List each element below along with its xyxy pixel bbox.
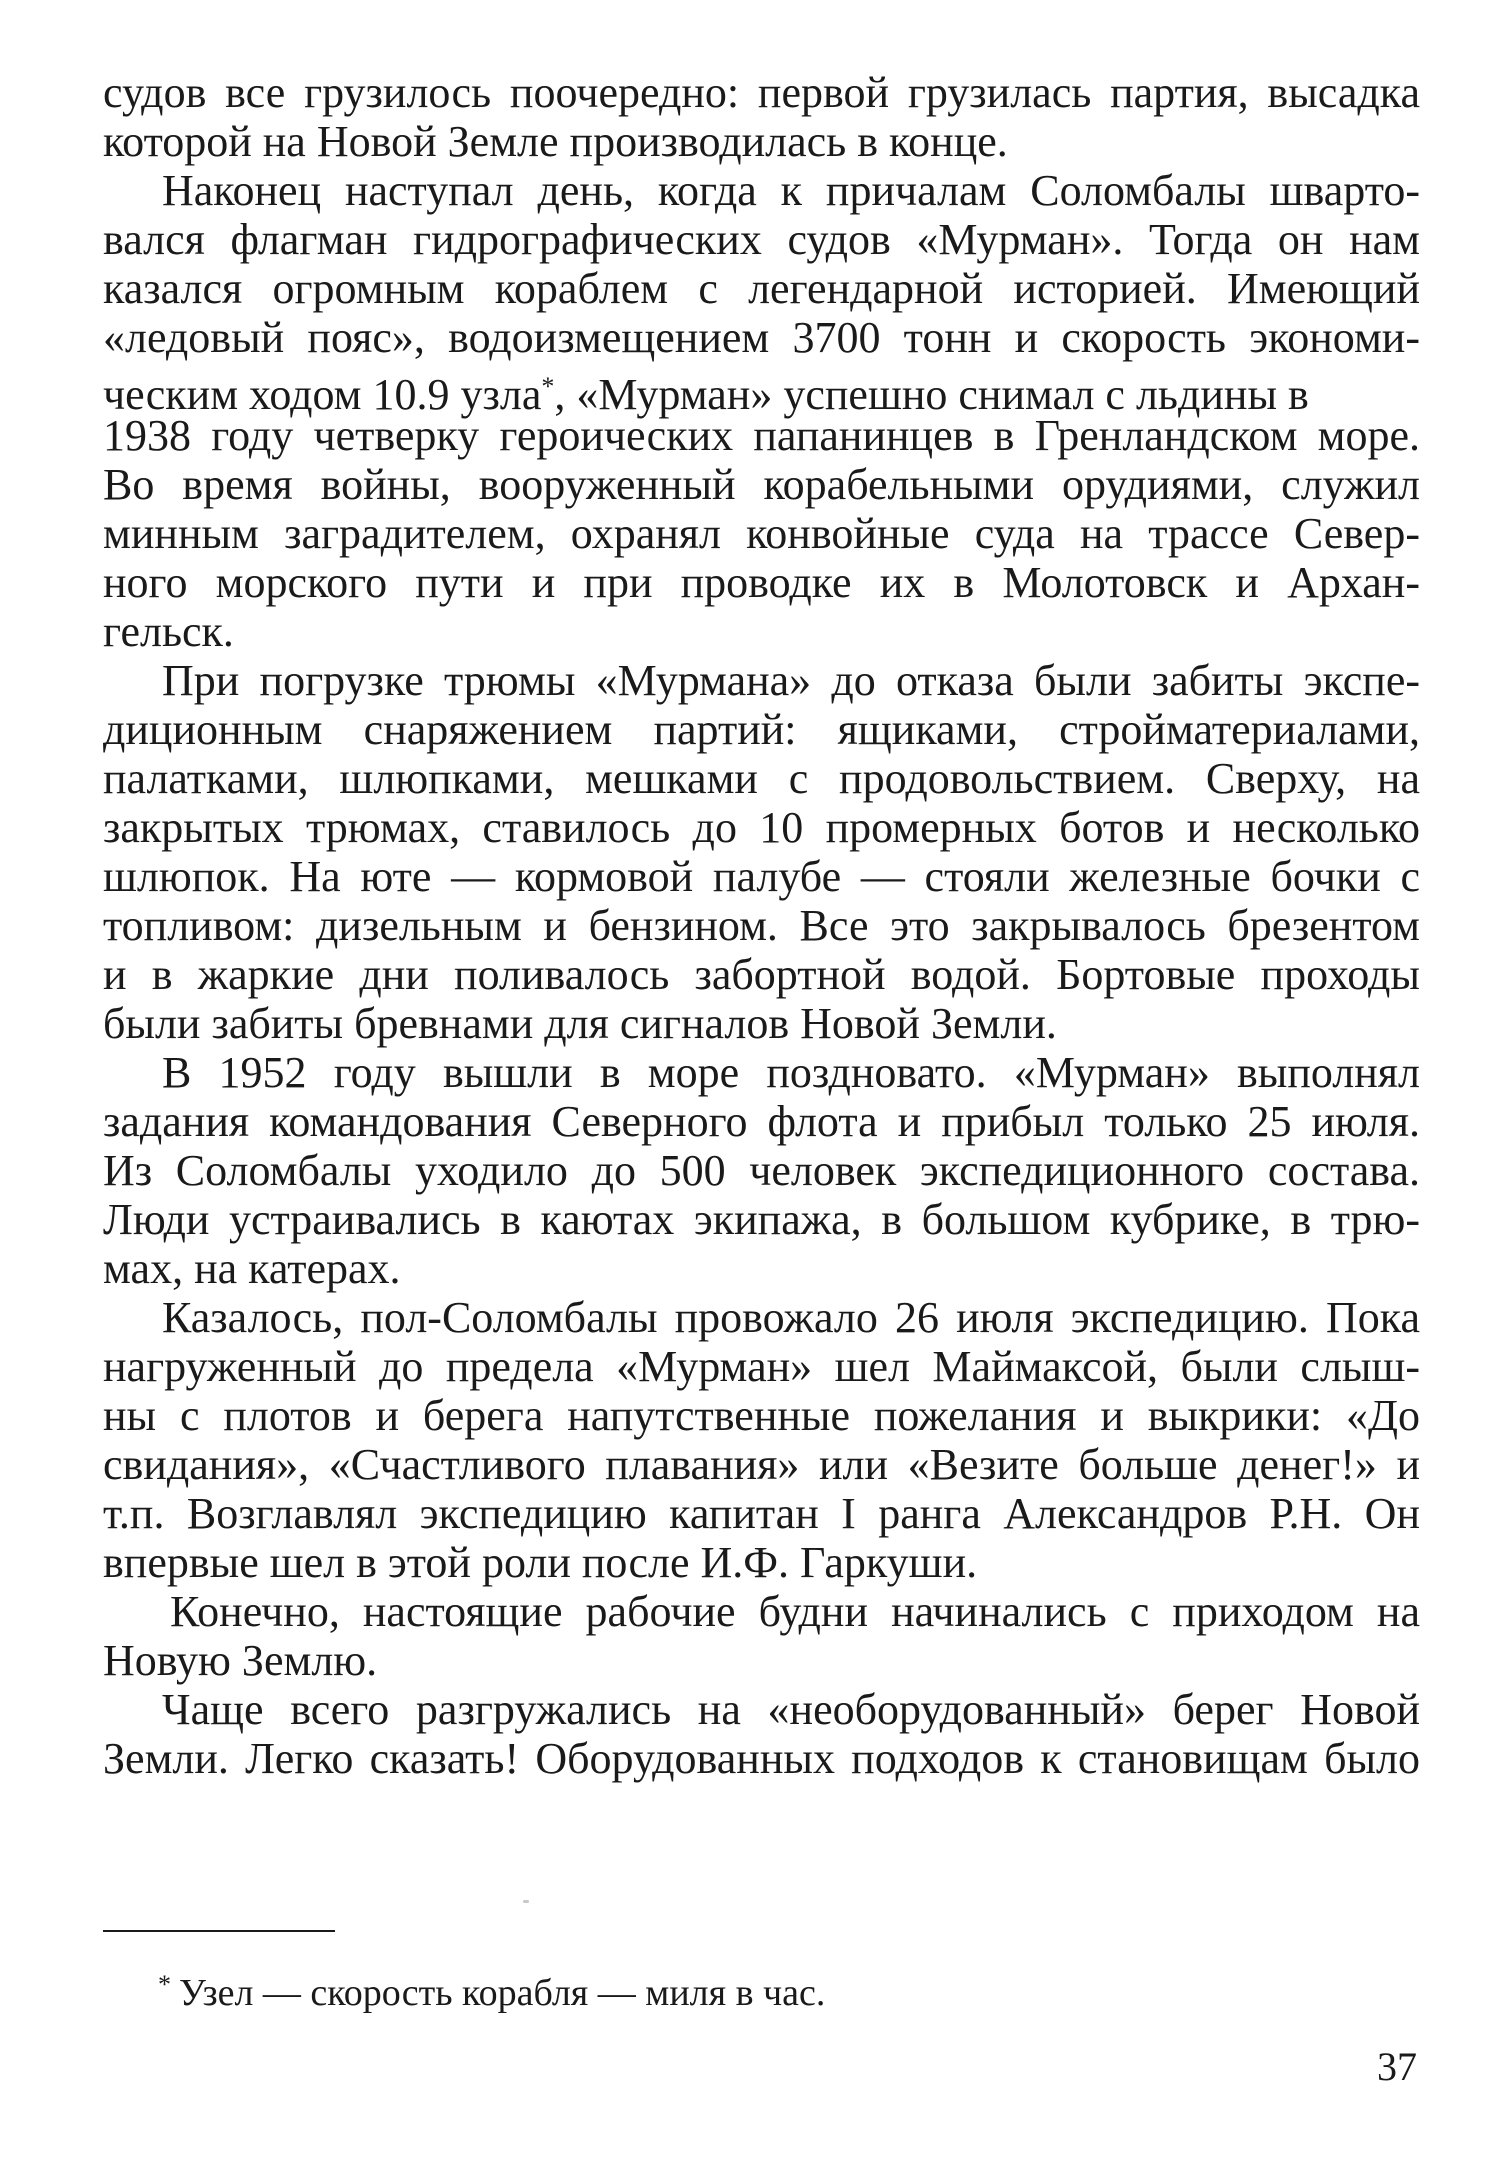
text-line: нагруженный до предела «Мурман» шел Маймаксой, были слыш- (103, 1342, 1420, 1391)
footnote (158, 1962, 825, 2016)
text-line: 1938 году четверку героических папанинцев в Гренландском море. (103, 411, 1420, 460)
scan-speck (523, 1900, 529, 1903)
text-line: «ледовый пояс», водоизмещением 3700 тонн и скорость экономи- (103, 313, 1420, 362)
text-fragment: ческим ходом 10.9 узла (103, 370, 542, 419)
text-line: которой на Новой Земле производилась в конце. (103, 117, 1008, 166)
text-line: Конечно, настоящие рабочие будни начинались с приходом на (170, 1587, 1420, 1636)
text-line: Люди устраивались в каютах экипажа, в большом кубрике, в трю- (103, 1195, 1420, 1244)
text-line: Казалось, пол-Соломбалы провожало 26 июля экспедицию. Пока (162, 1293, 1420, 1342)
footnote-reference: * (541, 372, 555, 401)
page-number: 37 (1377, 2044, 1417, 2089)
text-line: т.п. Возглавлял экспедицию капитан I ранга Александров Р.Н. Он (103, 1489, 1420, 1538)
text-line: Во время войны, вооруженный корабельными орудиями, служил (103, 460, 1420, 509)
text-line: были забиты бревнами для сигналов Новой Земли. (103, 999, 1057, 1048)
text-line: Наконец наступал день, когда к причалам Соломбалы шварто- (162, 166, 1420, 215)
text-line: закрытых трюмах, ставилось до 10 промерных ботов и несколько (103, 803, 1420, 852)
text-line: Земли. Легко сказать! Оборудованных подходов к становищам было (103, 1734, 1420, 1783)
text-line: Чаще всего разгружались на «необорудованный» берег Новой (162, 1685, 1420, 1734)
text-line: топливом: дизельным и бензином. Все это закрывалось брезентом (103, 901, 1420, 950)
text-line: палатками, шлюпками, мешками с продовольствием. Сверху, на (103, 754, 1420, 803)
text-line: задания командования Северного флота и прибыл только 25 июля. (103, 1097, 1420, 1146)
text-line: При погрузке трюмы «Мурмана» до отказа были забиты экспе- (162, 656, 1420, 705)
text-line: судов все грузилось поочередно: первой грузилась партия, высадка (103, 68, 1420, 117)
footnote-text: Узел — скорость корабля — миля в час. (179, 1972, 826, 2014)
text-line: казался огромным кораблем с легендарной историей. Имеющий (103, 264, 1420, 313)
text-line: диционным снаряжением партий: ящиками, стройматериалами, (103, 705, 1420, 754)
footnote-separator (103, 1930, 335, 1932)
text-line: Из Соломбалы уходило до 500 человек экспедиционного состава. (103, 1146, 1420, 1195)
text-line: свидания», «Счастливого плавания» или «Везите больше денег!» и (103, 1440, 1420, 1489)
text-line: и в жаркие дни поливалось забортной водой. Бортовые проходы (103, 950, 1420, 999)
text-line: ны с плотов и берега напутственные пожелания и выкрики: «До (103, 1391, 1420, 1440)
text-line: вался флагман гидрографических судов «Мурман». Тогда он нам (103, 215, 1420, 264)
text-line: ного морского пути и при проводке их в Молотовск и Архан- (103, 558, 1420, 607)
text-line: шлюпок. На юте — кормовой палубе — стояли железные бочки с (103, 852, 1420, 901)
text-line: Новую Землю. (103, 1636, 378, 1685)
text-line: минным заградителем, охранял конвойные суда на трассе Север- (103, 509, 1420, 558)
text-fragment: , «Мурман» успешно снимал с льдины в (554, 370, 1309, 419)
text-line: В 1952 году вышли в море поздновато. «Мурман» выполнял (162, 1048, 1420, 1097)
text-line: впервые шел в этой роли после И.Ф. Гаркуши. (103, 1538, 978, 1587)
footnote-marker: * (158, 1970, 171, 1999)
text-line: гельск. (103, 607, 234, 656)
text-line: мах, на катерах. (103, 1244, 401, 1293)
